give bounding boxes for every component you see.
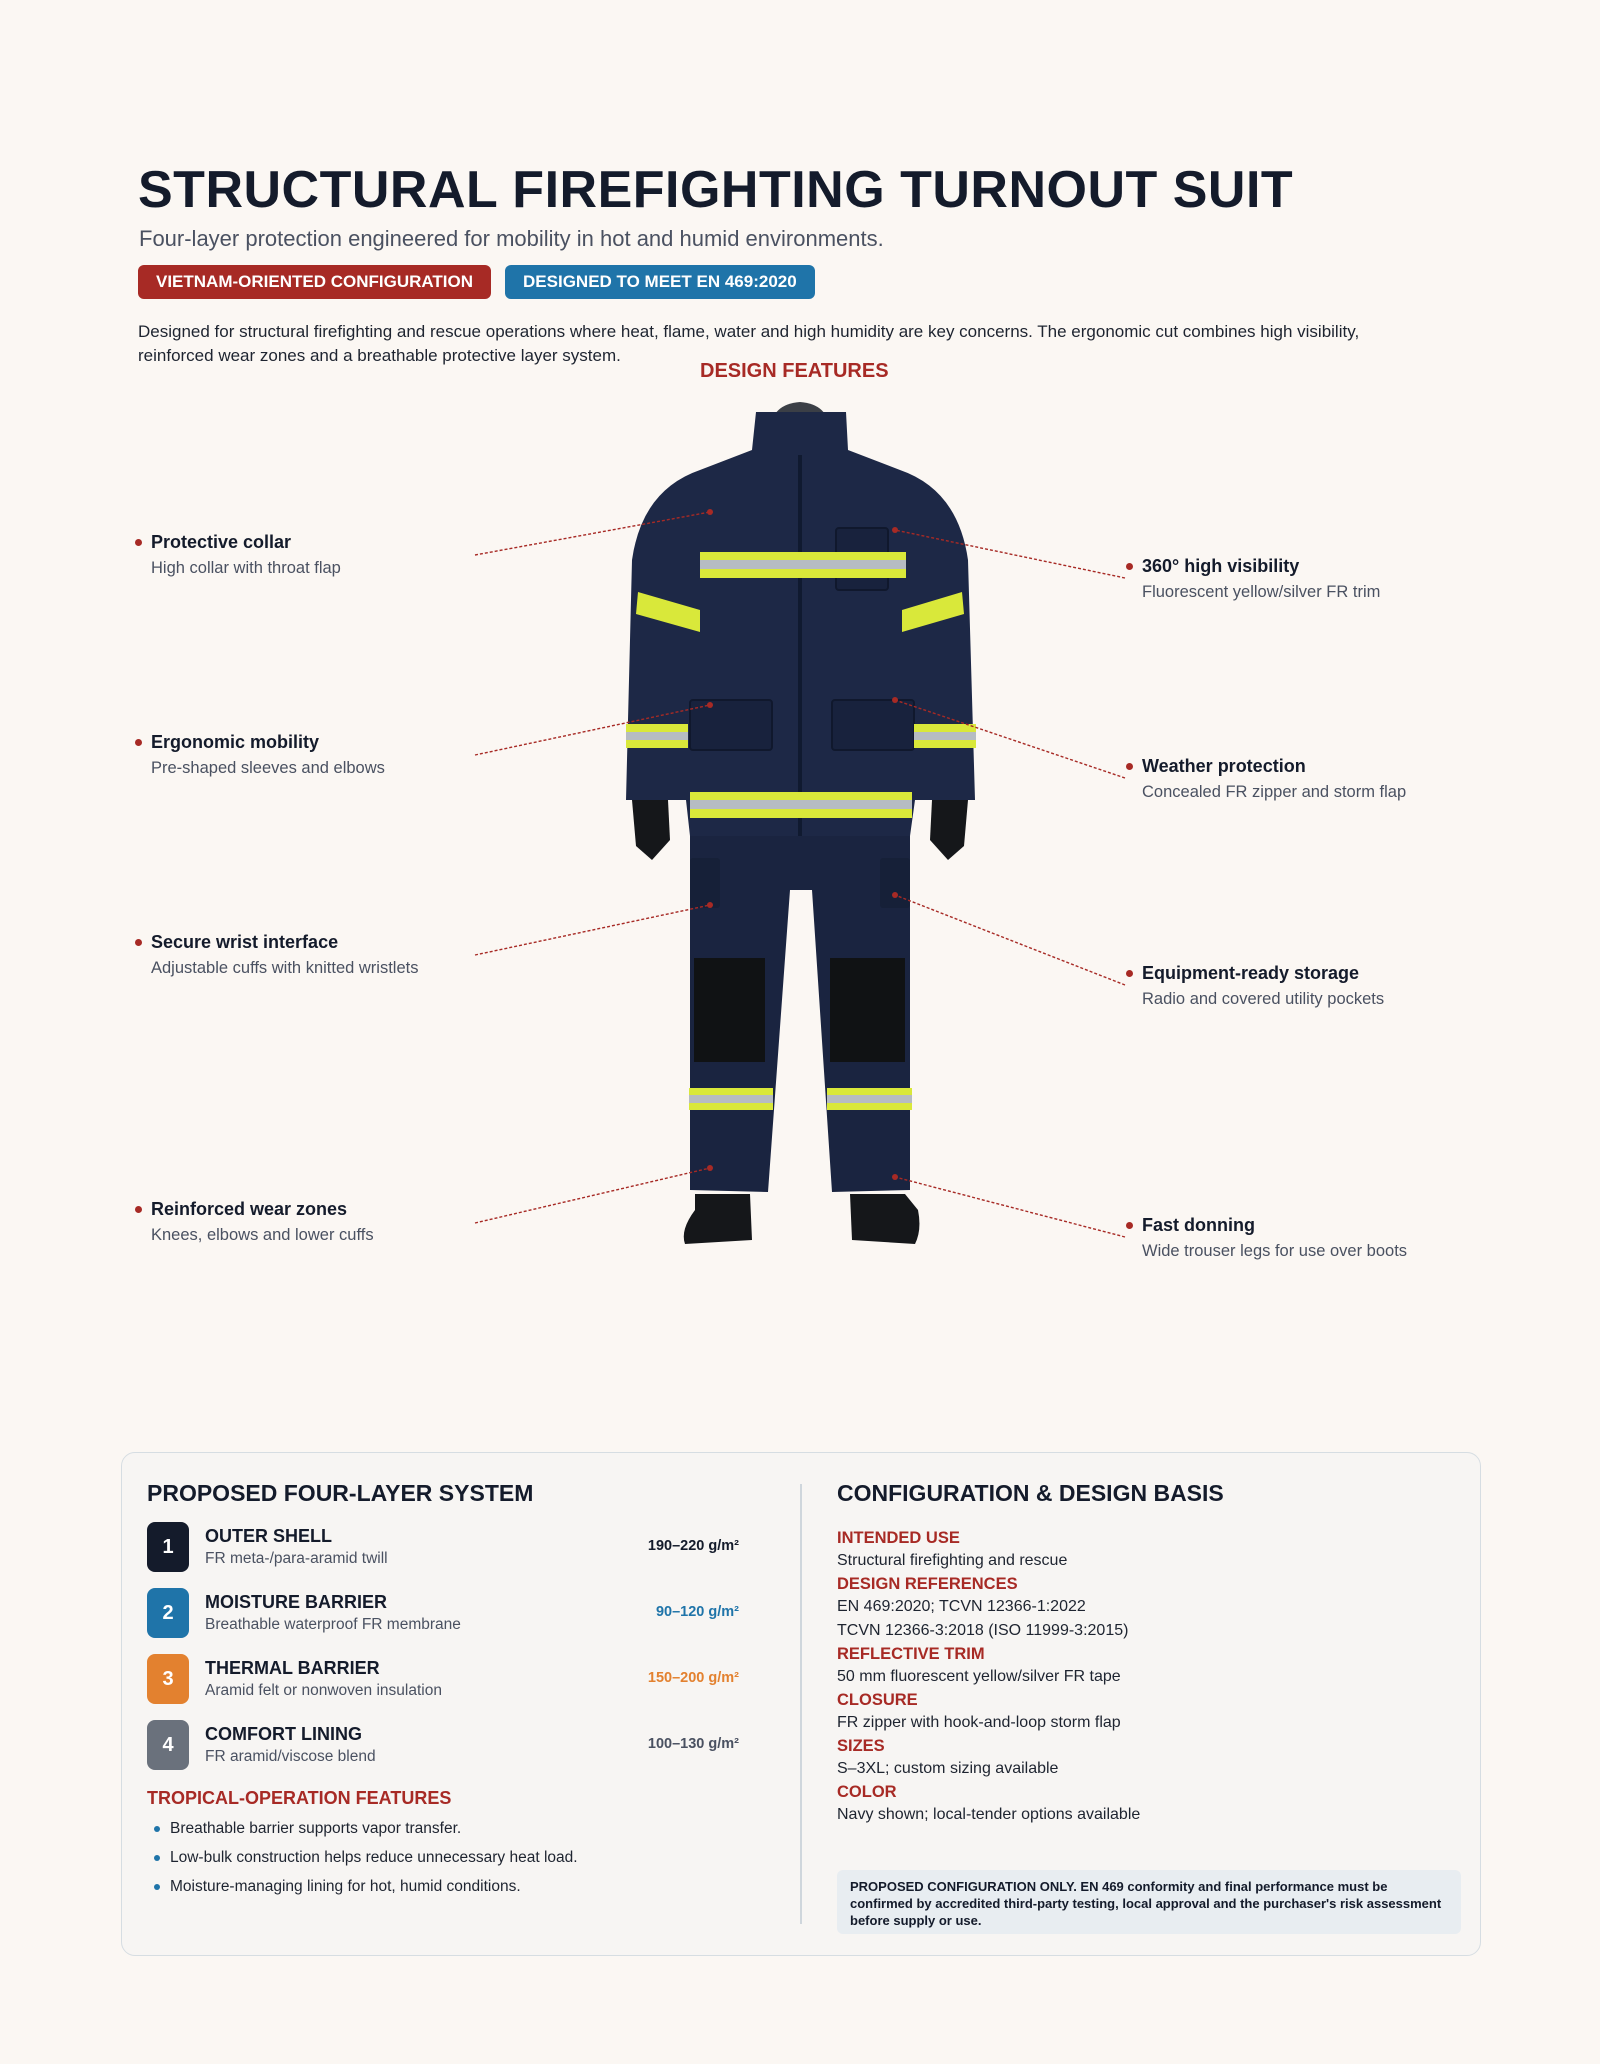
closure-label: CLOSURE — [837, 1691, 918, 1709]
layer-row — [147, 1654, 747, 1706]
reflective-trim-label: REFLECTIVE TRIM — [837, 1645, 985, 1663]
layer-name: THERMAL BARRIER — [205, 1658, 380, 1678]
standard-badge: DESIGNED TO MEET EN 469:2020 — [505, 265, 815, 299]
left-glove — [632, 800, 670, 860]
feature-callout — [1142, 756, 1472, 802]
layer-number: 2 — [147, 1588, 189, 1638]
feature-callout — [151, 532, 481, 578]
feature-title: Secure wrist interface — [151, 932, 481, 953]
layer-weight: 90–120 g/m² — [655, 1604, 739, 1620]
feature-description: Wide trouser legs for use over boots — [1142, 1242, 1408, 1260]
feature-description: Knees, elbows and lower cuffs — [151, 1226, 374, 1244]
list-item: Breathable barrier supports vapor transfer. — [170, 1818, 578, 1847]
intended-use-value: Structural firefighting and rescue — [837, 1552, 1068, 1569]
feature-callout — [1142, 963, 1472, 1009]
layer-weight: 100–130 g/m² — [647, 1736, 739, 1752]
feature-title: Reinforced wear zones — [151, 1199, 481, 1220]
feature-title: Ergonomic mobility — [151, 732, 481, 753]
layer-name: OUTER SHELL — [205, 1526, 333, 1546]
card-divider — [800, 1484, 802, 1924]
layer-description: Aramid felt or nonwoven insulation — [205, 1682, 442, 1699]
layer-row — [147, 1588, 747, 1640]
layer-description: Breathable waterproof FR membrane — [205, 1616, 461, 1633]
design-references-value: EN 469:2020; TCVN 12366-1:2022 — [837, 1598, 1086, 1615]
feature-title: Weather protection — [1142, 756, 1472, 777]
layer-name: MOISTURE BARRIER — [205, 1592, 388, 1612]
feature-title: Fast donning — [1142, 1215, 1472, 1236]
feature-description: Radio and covered utility pockets — [1142, 990, 1385, 1008]
sizes-label: SIZES — [837, 1737, 885, 1755]
color-value: Navy shown; local-tender options available — [837, 1806, 1141, 1823]
feature-title: Protective collar — [151, 532, 481, 553]
color-label: COLOR — [837, 1783, 897, 1801]
layer-number: 3 — [147, 1654, 189, 1704]
design-references-value: TCVN 12366-3:2018 (ISO 11999-3:2015) — [837, 1622, 1129, 1639]
feature-callout — [1142, 1215, 1472, 1261]
layer-weight: 190–220 g/m² — [647, 1538, 739, 1554]
page-subtitle: Four-layer protection engineered for mobility in hot and humid environments. — [139, 226, 884, 251]
left-boot — [684, 1194, 752, 1244]
configuration-badge: VIETNAM-ORIENTED CONFIGURATION — [138, 265, 491, 299]
list-item: Moisture-managing lining for hot, humid conditions. — [170, 1876, 578, 1905]
trousers — [689, 820, 912, 1192]
feature-title: Equipment-ready storage — [1142, 963, 1472, 984]
closure-value: FR zipper with hook-and-loop storm flap — [837, 1714, 1121, 1731]
tropical-features-title: TROPICAL-OPERATION FEATURES — [147, 1788, 452, 1808]
layer-system-title: PROPOSED FOUR-LAYER SYSTEM — [147, 1480, 534, 1506]
disclaimer-notice: PROPOSED CONFIGURATION ONLY. EN 469 conformity and final performance must be confirmed by accredited third-party testing, local approval and the purchaser's risk assessment before supply or use. — [837, 1870, 1461, 1934]
design-features-heading: DESIGN FEATURES — [700, 360, 889, 382]
layer-weight: 150–200 g/m² — [647, 1670, 739, 1686]
design-references-label: DESIGN REFERENCES — [837, 1575, 1018, 1593]
feature-description: Pre-shaped sleeves and elbows — [151, 759, 385, 777]
feature-description: Concealed FR zipper and storm flap — [1142, 783, 1407, 801]
layer-number: 4 — [147, 1720, 189, 1770]
intro-paragraph: Designed for structural firefighting and rescue operations where heat, flame, water and high humidity are key concerns. The ergonomic cut combines high visibility, reinforced wear zones and a breathable protective layer system. — [138, 322, 1360, 365]
feature-description: Fluorescent yellow/silver FR trim — [1142, 583, 1381, 601]
page-title: STRUCTURAL FIREFIGHTING TURNOUT SUIT — [138, 161, 1294, 219]
layer-description: FR meta-/para-aramid twill — [205, 1550, 388, 1567]
feature-callout — [151, 932, 481, 978]
sizes-value: S–3XL; custom sizing available — [837, 1760, 1059, 1777]
layer-row — [147, 1522, 747, 1574]
feature-callout — [151, 1199, 481, 1245]
list-item: Low-bulk construction helps reduce unnecessary heat load. — [170, 1847, 578, 1876]
tropical-features-list — [170, 1818, 578, 1905]
right-glove — [930, 800, 968, 860]
feature-description: High collar with throat flap — [151, 559, 341, 577]
intended-use-label: INTENDED USE — [837, 1529, 960, 1547]
layer-number: 1 — [147, 1522, 189, 1572]
configuration-title: CONFIGURATION & DESIGN BASIS — [837, 1480, 1224, 1506]
feature-callout — [151, 732, 481, 778]
layer-row — [147, 1720, 747, 1772]
feature-title: 360° high visibility — [1142, 556, 1472, 577]
layer-description: FR aramid/viscose blend — [205, 1748, 376, 1765]
layer-name: COMFORT LINING — [205, 1724, 362, 1744]
feature-description: Adjustable cuffs with knitted wristlets — [151, 959, 419, 977]
reflective-trim-value: 50 mm fluorescent yellow/silver FR tape — [837, 1668, 1121, 1685]
feature-callout — [1142, 556, 1472, 602]
jacket — [626, 412, 976, 836]
right-boot — [850, 1194, 919, 1244]
configuration-details — [837, 1527, 1437, 1827]
